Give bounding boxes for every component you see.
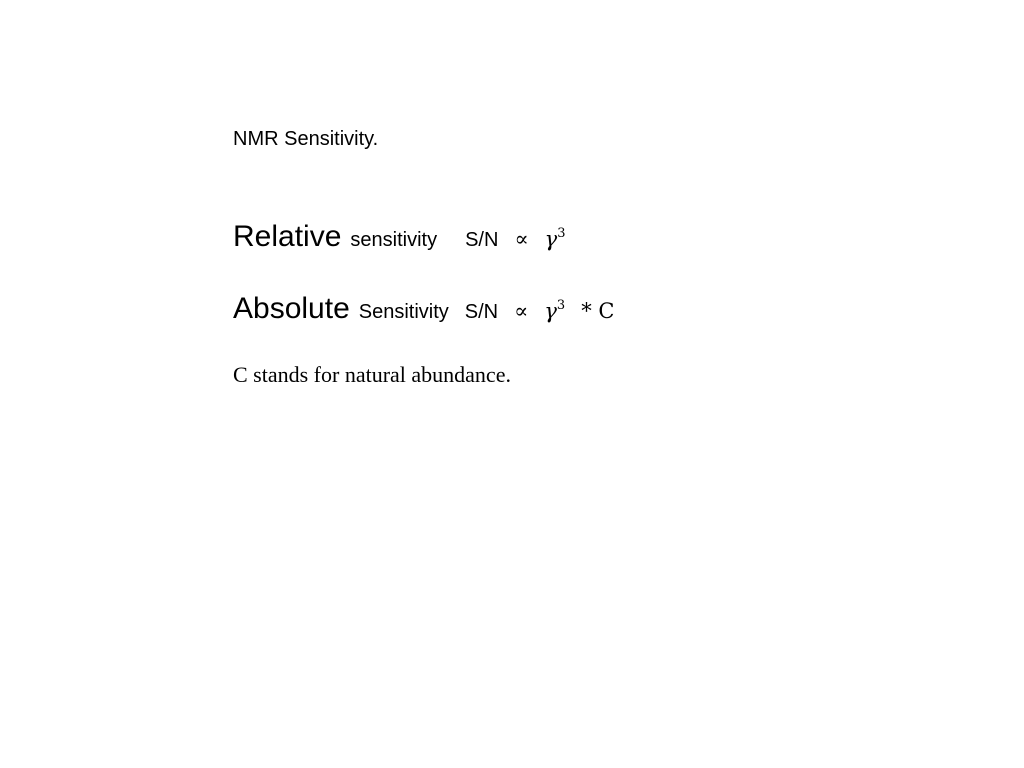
relative-sensitivity-word: sensitivity xyxy=(350,229,438,251)
absolute-multiplier: * C xyxy=(581,299,615,323)
relative-gamma-symbol: γ xyxy=(544,227,558,251)
absolute-formula-lhs: S/N xyxy=(464,301,499,323)
absolute-proportional-symbol: ∝ xyxy=(514,299,529,323)
relative-label: Relative xyxy=(233,220,342,253)
absolute-sensitivity-word: Sensitivity xyxy=(358,301,449,323)
relative-proportional-symbol: ∝ xyxy=(514,227,529,251)
absolute-sensitivity-row xyxy=(233,292,614,326)
relative-sensitivity-row xyxy=(233,220,566,254)
relative-exponent: 3 xyxy=(557,226,566,241)
absolute-gamma-symbol: γ xyxy=(544,299,557,323)
abundance-note: C stands for natural abundance. xyxy=(233,362,511,387)
absolute-exponent: 3 xyxy=(556,298,566,313)
relative-formula-lhs: S/N xyxy=(465,229,499,251)
slide-heading: NMR Sensitivity. xyxy=(233,128,379,150)
absolute-label: Absolute xyxy=(233,292,350,325)
